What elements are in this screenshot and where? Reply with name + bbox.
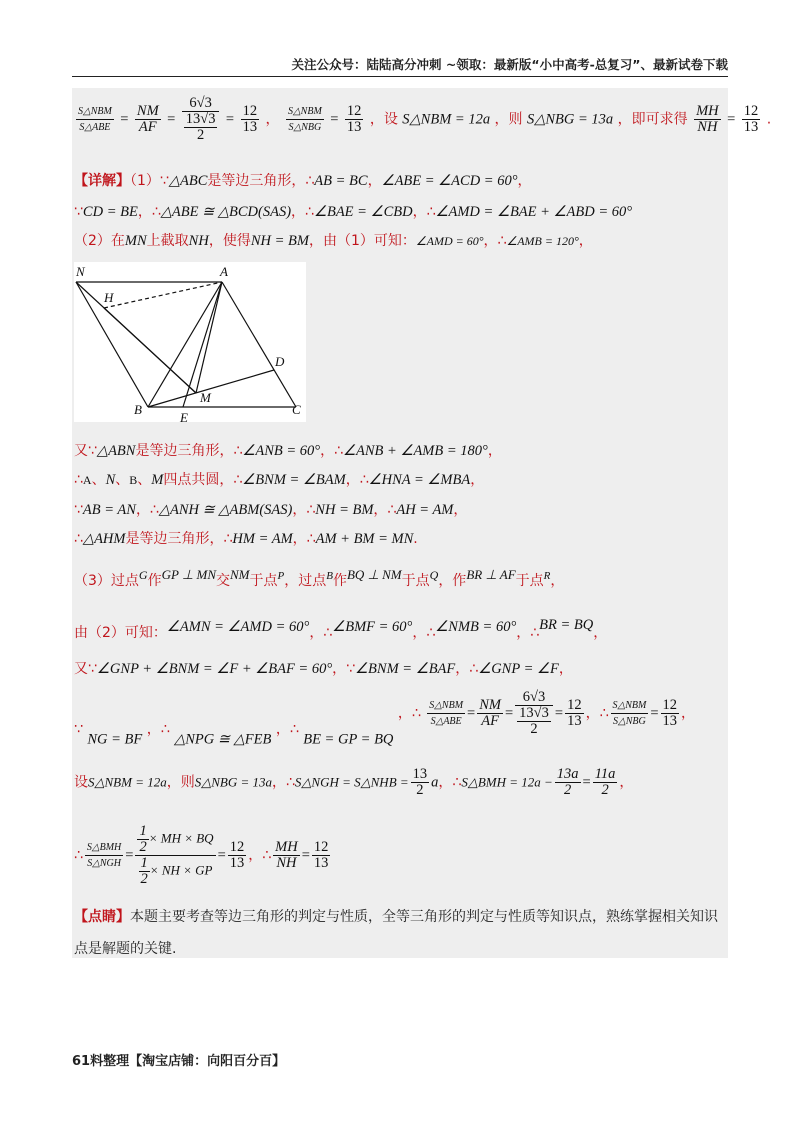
- comment-tag: 【点睛】: [74, 909, 130, 925]
- point-b: B: [129, 473, 138, 487]
- label-m: M: [200, 390, 211, 405]
- fraction-num: 13: [412, 766, 428, 782]
- label-e: E: [180, 410, 188, 422]
- solution-line-6: [74, 469, 726, 489]
- text: 于点: [515, 573, 544, 589]
- fraction-num: 12: [229, 839, 245, 855]
- label-a: A: [220, 264, 228, 279]
- text: ，∴: [412, 204, 436, 220]
- equals: =: [301, 847, 310, 864]
- math-expr: △ABN: [96, 443, 136, 459]
- fraction-den: 2: [601, 782, 609, 798]
- fraction-num: 6√3: [515, 690, 553, 706]
- math-expr: AB = AN: [82, 502, 136, 518]
- fraction-num: 12: [567, 697, 582, 713]
- math-expr: △AHM: [82, 531, 126, 547]
- text: .: [766, 111, 772, 128]
- text: ，∴: [292, 502, 316, 518]
- math-expr: × MH × BQ: [148, 830, 214, 846]
- comment-line-1: [74, 906, 726, 926]
- math-expr: ∠AMD = ∠BAE + ∠ABD = 60°: [435, 204, 633, 220]
- text: ∵: [74, 502, 83, 518]
- text: 上截取: [146, 233, 189, 249]
- fraction-den: 2: [140, 871, 148, 887]
- geometry-figure: [74, 262, 306, 422]
- text: 设: [74, 774, 88, 791]
- text: ，则: [166, 774, 195, 791]
- fraction-num: S△BMH: [85, 840, 123, 856]
- text: ，∴: [275, 721, 299, 738]
- equals: =: [330, 111, 339, 128]
- math-expr: HM = AM: [232, 531, 293, 547]
- text: （3）过点: [74, 573, 139, 589]
- equals: =: [504, 705, 514, 722]
- fraction-den: S△ABE: [430, 716, 462, 727]
- text: .: [413, 531, 418, 547]
- fraction-num: 12: [242, 103, 258, 119]
- point-m: M: [151, 472, 164, 488]
- solution-line-9: [74, 567, 726, 590]
- page-header: 关注公众号：陆陆高分冲刺 ~领取：最新版“小中高考-总复习”、最新试卷下载: [72, 56, 728, 77]
- text: ，: [367, 173, 382, 189]
- math-expr: ∠ANB + ∠AMB = 180°: [343, 443, 488, 459]
- text: ，: [578, 233, 593, 249]
- math-expr: ∠HNA = ∠MBA: [368, 472, 471, 488]
- fraction-den: S△NBG: [613, 716, 646, 727]
- math-expr: NH = BM: [250, 233, 309, 249]
- solution-line-4: [74, 230, 726, 250]
- fraction-num: 1: [140, 855, 148, 871]
- math-expr: ∠BNM = ∠BAF: [355, 661, 456, 677]
- text: ，∴: [272, 774, 295, 791]
- label-c: C: [292, 402, 301, 417]
- point-a: A: [82, 473, 92, 487]
- text: ，: [593, 625, 608, 641]
- fraction-den: S△ABE: [79, 122, 111, 133]
- text: 又∵: [74, 443, 97, 459]
- text: ，∴: [137, 204, 161, 220]
- solution-line-7: [74, 499, 726, 519]
- math-expr: S△NBG = 13a: [194, 774, 272, 790]
- math-expr: AH = AM: [396, 502, 454, 518]
- equals: =: [582, 774, 591, 791]
- text: ，∴: [373, 502, 397, 518]
- fraction-num: S△NBM: [286, 104, 324, 120]
- text: ，过点: [284, 573, 327, 589]
- math-expr: △ANH ≅ △ABM(SAS): [158, 502, 293, 518]
- math-expr: ∠NMB = 60°: [435, 619, 517, 635]
- fraction-den: 13: [567, 713, 582, 729]
- comment-line-2: [74, 938, 726, 958]
- text: ，∴: [516, 625, 540, 641]
- text: ，∴: [345, 472, 369, 488]
- point-q: Q: [429, 568, 439, 582]
- solution-line-1: [74, 95, 772, 143]
- point-n: N: [105, 472, 116, 488]
- text: ，∴: [455, 661, 479, 677]
- comment-text: 点是解题的关键.: [74, 941, 177, 957]
- text: ，∴: [291, 204, 314, 220]
- equals: =: [167, 111, 176, 128]
- fraction-num: 1: [139, 823, 147, 839]
- fraction-den: 2: [196, 127, 205, 143]
- text: （1）∵: [130, 173, 169, 189]
- math-expr: △ABC: [168, 173, 208, 189]
- fraction-num: 12: [313, 839, 329, 855]
- fraction-num: 12: [346, 103, 362, 119]
- text: ，∴: [397, 705, 421, 722]
- math-expr: ∠GNP = ∠F: [478, 661, 559, 677]
- text: ，即可求得: [617, 111, 688, 128]
- geometry-diagram: [74, 262, 306, 422]
- math-expr: NH = BM: [315, 502, 374, 518]
- math-expr: BR = BQ: [539, 617, 594, 633]
- text: ，∴: [438, 774, 462, 791]
- math-expr: AM + BM = MN: [315, 531, 414, 547]
- point-g: G: [138, 568, 148, 582]
- math-expr: NM: [230, 567, 250, 582]
- math-expr: ∠BMF = 60°: [332, 619, 413, 635]
- fraction-num: S△NBM: [76, 104, 114, 120]
- solution-line-14: [74, 824, 726, 887]
- fraction-den: 13: [313, 855, 329, 871]
- text: 是等边三角形，∴: [125, 531, 233, 547]
- equals: =: [467, 705, 476, 722]
- text: ，由（1）可知：: [308, 233, 416, 249]
- solution-line-10: [74, 617, 726, 642]
- fraction-num: 12: [662, 697, 677, 713]
- solution-line-11: [74, 658, 726, 678]
- math-expr: ∠BAE = ∠CBD: [313, 204, 413, 220]
- text: ∵: [74, 204, 83, 220]
- text: ∴: [74, 472, 83, 488]
- segment-ac: [222, 282, 296, 407]
- fraction-den: 2: [530, 721, 538, 737]
- text: ，∴: [309, 625, 333, 641]
- text: ，∴: [585, 705, 609, 722]
- fraction-num: MH: [275, 839, 298, 855]
- text: ，则: [494, 111, 523, 128]
- fraction-num: NM: [136, 103, 159, 119]
- text: ，设: [369, 111, 398, 128]
- solution-line-8: [74, 528, 726, 548]
- comment-text: 本题主要考查等边三角形的判定与性质，全等三角形的判定与性质等知识点，熟练掌握相关知识: [130, 909, 718, 925]
- equals: =: [120, 111, 129, 128]
- math-expr: S△NBG = 13a: [526, 111, 614, 128]
- text: ∴: [74, 531, 83, 547]
- fraction-den: S△NBG: [288, 122, 322, 133]
- fraction-den: 13: [346, 119, 362, 135]
- point-r: R: [543, 570, 551, 582]
- text: ∴: [74, 847, 83, 864]
- detail-tag: 【详解】: [74, 173, 130, 189]
- math-expr: ∠ABE = ∠ACD = 60°: [381, 173, 518, 189]
- text: ，: [470, 472, 485, 488]
- solution-line-5: [74, 440, 726, 460]
- text: ，: [453, 502, 468, 518]
- text: ，∴: [483, 233, 507, 249]
- fraction-den: 2: [564, 782, 572, 798]
- math-expr: S△NBM = 12a: [88, 774, 167, 790]
- label-b: B: [134, 402, 142, 417]
- fraction-num: 13a: [556, 766, 579, 782]
- math-expr: AB = BC: [314, 173, 368, 189]
- math-expr: BR ⊥ AF: [466, 567, 516, 582]
- text: ，∴: [248, 847, 272, 864]
- fraction-den: 13: [229, 855, 245, 871]
- math-expr: BE = GP = BQ: [303, 731, 394, 748]
- math-expr: ∠AMB = 120°: [506, 234, 579, 248]
- point-b: B: [326, 570, 333, 582]
- equals: =: [650, 705, 659, 722]
- math-expr: × NH × GP: [149, 862, 213, 878]
- text: 于点: [249, 573, 278, 589]
- text: 于点: [401, 573, 430, 589]
- math-expr: △NPG ≅ △FEB: [174, 731, 272, 748]
- math-expr: ∠AMD = 60°: [415, 234, 484, 248]
- equals: =: [125, 847, 134, 864]
- text: ，∴: [292, 531, 316, 547]
- equals: =: [225, 111, 235, 128]
- text: 又∵: [74, 661, 97, 677]
- label-d: D: [275, 354, 285, 369]
- segment-am: [196, 282, 222, 393]
- text: ，: [558, 661, 573, 677]
- text: 、: [115, 472, 130, 488]
- math-expr: a: [431, 774, 439, 791]
- text: （2）在: [74, 233, 125, 249]
- math-expr: NG = BF: [87, 731, 143, 748]
- fraction-den: AF: [138, 119, 157, 135]
- fraction-num: MH: [696, 103, 719, 119]
- segment-ae: [183, 282, 222, 407]
- text: ，∴: [412, 625, 436, 641]
- equals: =: [554, 705, 564, 722]
- fraction-den: 13: [242, 119, 258, 135]
- math-expr: ∠BNM = ∠BAM: [242, 472, 346, 488]
- fraction-den: 13: [743, 119, 759, 135]
- math-expr: ∠GNP + ∠BNM = ∠F + ∠BAF = 60°: [96, 661, 333, 677]
- text: ，∴: [320, 443, 344, 459]
- solution-line-12: [74, 690, 726, 749]
- page-footer: 61料整理【淘宝店铺：向阳百分百】: [72, 1054, 286, 1069]
- math-expr: BQ ⊥ NM: [346, 567, 402, 582]
- fraction-num: NM: [479, 697, 501, 713]
- text: ，: [517, 173, 532, 189]
- fraction-den: NH: [697, 119, 718, 135]
- equals: =: [727, 111, 736, 128]
- text: ∵: [74, 721, 83, 738]
- segment-hm: [104, 308, 196, 393]
- text: ，: [619, 774, 634, 791]
- fraction-den: 13: [662, 713, 677, 729]
- text: 、: [137, 472, 152, 488]
- text: 是等边三角形，∴: [207, 173, 315, 189]
- fraction-den: 2: [416, 782, 424, 798]
- math-expr: △ABE ≅ △BCD(SAS): [160, 204, 292, 220]
- label-h: H: [104, 290, 114, 305]
- text: 是等边三角形，∴: [135, 443, 243, 459]
- math-expr: CD = BE: [82, 204, 138, 220]
- solution-line-3: [74, 201, 726, 221]
- text: 作: [332, 573, 347, 589]
- fraction-num: 13√3: [519, 705, 549, 721]
- comma: ，: [265, 111, 280, 128]
- text: 作: [147, 573, 162, 589]
- text: ，∵: [332, 661, 356, 677]
- math-expr: GP ⊥ MN: [161, 567, 217, 582]
- text: 四点共圆，∴: [163, 472, 243, 488]
- text: 交: [216, 573, 231, 589]
- fraction-num: 6√3: [182, 96, 220, 112]
- text: ，∴: [146, 721, 170, 738]
- equals: =: [217, 847, 226, 864]
- text: ，∴: [135, 502, 159, 518]
- math-expr: ∠ANB = 60°: [242, 443, 321, 459]
- solution-line-13: [74, 767, 726, 798]
- fraction-num: S△NBM: [611, 698, 649, 714]
- fraction-num: 11a: [594, 766, 616, 782]
- math-expr: S△NGH = S△NHB =: [294, 774, 409, 790]
- text: ，使得: [208, 233, 251, 249]
- segment-ha-dashed: [104, 282, 222, 308]
- math-expr: ∠AMN = ∠AMD = 60°: [166, 619, 310, 635]
- fraction-den: S△NGH: [87, 858, 121, 869]
- math-expr: NH: [188, 233, 209, 249]
- fraction-den: AF: [481, 713, 499, 729]
- fraction-num: S△NBM: [427, 698, 465, 714]
- fraction-num: 12: [743, 103, 759, 119]
- point-p: P: [277, 570, 285, 582]
- text: 、: [91, 472, 106, 488]
- math-expr: S△BMH = 12a −: [461, 774, 553, 790]
- fraction-den: NH: [276, 855, 297, 871]
- math-expr: MN: [124, 233, 147, 249]
- label-n: N: [76, 264, 85, 279]
- text: 由（2）可知：: [74, 625, 167, 641]
- text: ，: [681, 705, 695, 722]
- fraction-num: 13√3: [185, 111, 216, 127]
- solution-line-2: [74, 170, 726, 190]
- text: ，作: [438, 573, 467, 589]
- text: ，: [550, 573, 565, 589]
- text: ，: [487, 443, 502, 459]
- math-expr: S△NBM = 12a: [402, 111, 491, 128]
- fraction-den: 2: [139, 839, 147, 855]
